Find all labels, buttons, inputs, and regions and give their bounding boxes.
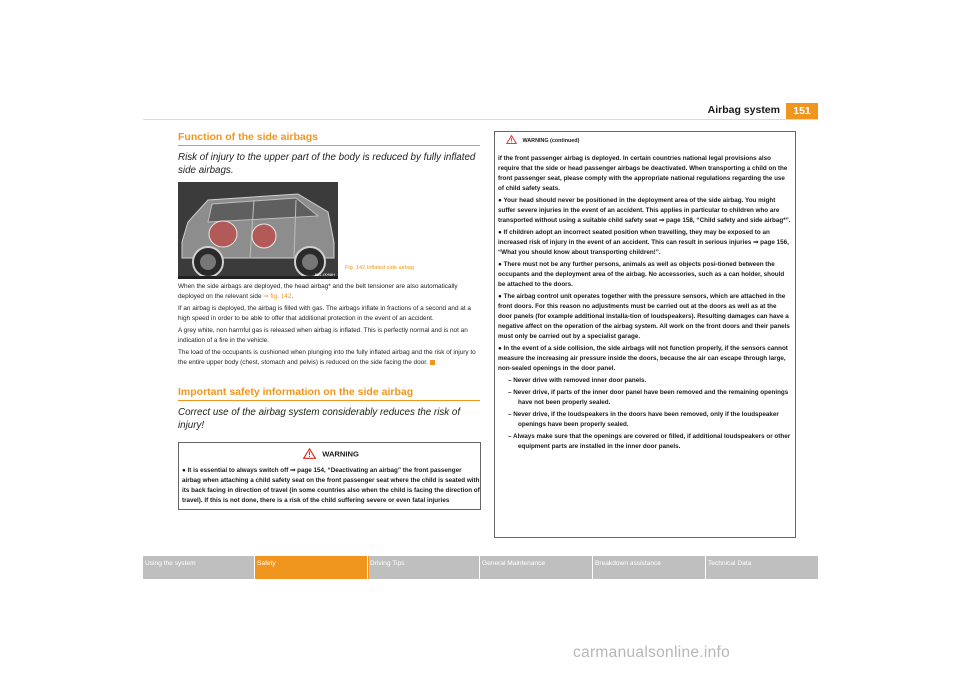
paragraph: A grey white, non harmful gas is released when airbag is inflated. This is perfectly normal and is not an indication of a fire in the vehicle. [178,327,468,344]
footer-tab-general-maintenance[interactable]: General Maintenance [482,560,546,567]
figure-link[interactable]: ⇒ fig. 142 [263,293,292,300]
page-header [700,103,818,119]
paragraph [178,348,480,368]
warning-bullet: ● If children adopt an incorrect seated position when travelling, they may be exposed to an increased risk of injury in the event of an accident. This can result in serious injuries ⇒ page 156, “What you should know about transporting children!”. [498,229,789,256]
warning-title: WARNING [322,449,359,459]
right-column [494,131,795,538]
warning-header [182,443,480,466]
paragraph-text: When the side airbags are deployed, the head airbag* and the belt tensioner are also automatically deployed on the relevant side [178,283,458,300]
warning-triangle-icon [303,448,316,461]
car-side-airbag-photo [178,182,338,279]
figure-code: B5L-0098H [314,272,335,277]
footer-nav [143,556,818,579]
warning-continued-box [494,131,796,538]
footer-tab-using-the-system[interactable]: Using the system [145,560,196,567]
paragraph [178,282,480,302]
warning-box [178,442,481,510]
section-safety-info [178,386,480,510]
section-heading-safety: Important safety information on the side airbag [178,386,480,401]
warning-dash-item: – Never drive with removed inner door panels. [508,377,647,384]
paragraph: If an airbag is deployed, the airbag is filled with gas. The airbags inflate in fractions of a second and at a high speed in order to be able to offer that additional protection in the event of an accident. [178,305,471,322]
footer-tab-breakdown-assistance[interactable]: Breakdown assistance [595,560,661,567]
car-illustration [178,182,338,279]
footer-tab-safety[interactable]: Safety [255,556,369,579]
warning-bullet: ● In the event of a side collision, the side airbags will not function properly, if the sensors cannot measure the increasing air pressure inside the doors, because the air can escape through large, non-sealed openings in the door panel. [498,345,788,372]
section-lead-safety: Correct use of the airbag system considerably reduces the risk of injury! [178,407,461,431]
warning-dash-item: – Always make sure that the openings are covered or filled, if additional loudspeakers or other equipment parts are installed in the inner door panels. [508,433,791,450]
paragraph-text: The load of the occupants is cushioned when plunging into the fully inflated airbag and the risk of injury to the entire upper body (chest, stomach and pelvis) is reduced on the side facing the door. [178,349,476,366]
warning-dash-item: – Never drive, if parts of the inner door panel have been removed and the remaining openings have not been properly sealed. [508,389,789,406]
left-column [178,131,480,510]
watermark-text: carmanualsonline.info [573,644,731,661]
warning-dash-item: – Never drive, if the loudspeakers in the doors have been removed, only if the loudspeaker openings have been properly sealed. [508,411,779,428]
warning-bullet: ● There must not be any further persons, animals as well as objects posi-tioned between the occupants and the deployment area of the airbag. No accessories, such as a can holder, should be attached to the doors. [498,261,785,288]
figure-caption: Fig. 142 Inflated side airbag [345,265,415,271]
section-heading-function: Function of the side airbags [178,131,480,146]
footer-tab-technical-data[interactable]: Technical Data [708,560,752,567]
page-number: 151 [786,103,818,120]
warning-paragraph: if the front passenger airbag is deployed. In certain countries national legal provisions also require that the side or head passenger airbags be deactivated. When transporting a child on the front passenger seat, please comply with the appropriate national regulations regarding the use of child safety seats. [498,155,788,192]
warning-triangle-icon [506,135,517,146]
warning-continued-header [498,135,792,146]
paragraph-text: . [291,293,294,300]
figure-142 [178,182,480,282]
warning-text: ● It is essential to always switch off ⇒ page 154, “Deactivating an airbag” the front passenger airbag when attaching a child safety seat on the front passenger seat where the child is seated with its back facing in direction of travel (in some countries also when the child is facing the direction of travel). If this is not done, there is a risk of the child suffering severe or even fatal injuries [182,467,480,504]
warning-continued-title: WARNING (continued) [522,137,580,144]
chapter-title: Airbag system [707,104,780,116]
warning-bullet: ● The airbag control unit operates together with the pressure sensors, which are attached in the front doors. For this reason no adjustments must be carried out at the doors as well as at the door panels (for example additional installa-tion of loudspeakers). Resulting damages can have a negative affect on the operation of the airbag system. All work on the front doors and their panels must only be carried out by a specialist garage. [498,293,790,340]
warning-bullet: ● Your head should never be positioned in the deployment area of the side airbag. You might suffer severe injuries in the event of an accident. This applies in particular to children who are transported without using a suitable child safety seat ⇒ page 158, “Child safety and side airbag*”. [498,197,791,224]
header-divider [143,119,818,120]
footer-tab-driving-tips[interactable]: Driving Tips [370,560,405,567]
section-lead-function: Risk of injury to the upper part of the body is reduced by fully inflated side airbags. [178,152,476,176]
section-body-function [178,282,480,368]
section-end-marker [430,360,435,365]
